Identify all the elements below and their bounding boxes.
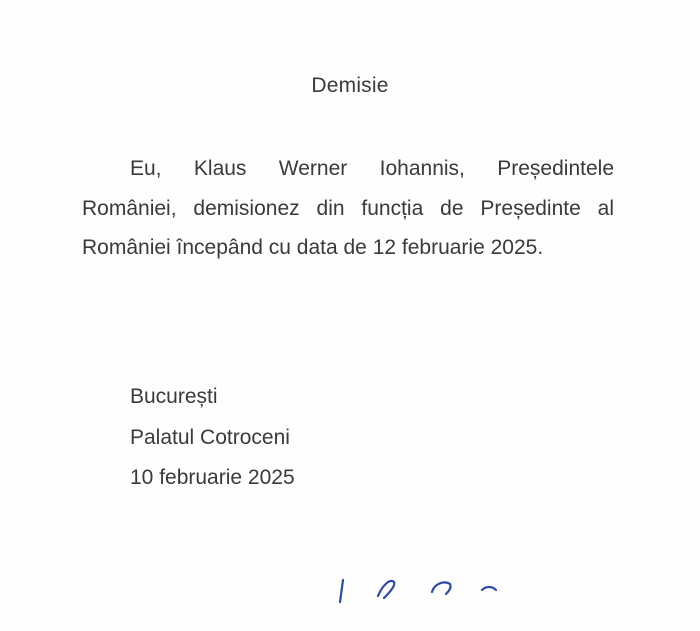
- location-city: București: [130, 385, 218, 408]
- paragraph-indent: [82, 157, 130, 181]
- paragraph-line-3: României începând cu data de 12 februarie 2025.: [82, 236, 544, 259]
- signature-image: [320, 568, 520, 608]
- document-title: Demisie: [311, 74, 389, 97]
- paragraph-line-2: României, demisionez din funcția de Președinte al: [82, 197, 614, 220]
- signature-stroke-4: [482, 587, 496, 590]
- paragraph-line-1-container: [82, 157, 614, 181]
- signature-stroke-3: [432, 582, 451, 594]
- signature-stroke-1: [340, 580, 343, 602]
- paragraph-line-1: Eu, Klaus Werner Iohannis, Președintele: [130, 157, 614, 180]
- location-palace: Palatul Cotroceni: [130, 426, 290, 449]
- document-date: 10 februarie 2025: [130, 466, 295, 489]
- signature-stroke-2: [378, 581, 394, 598]
